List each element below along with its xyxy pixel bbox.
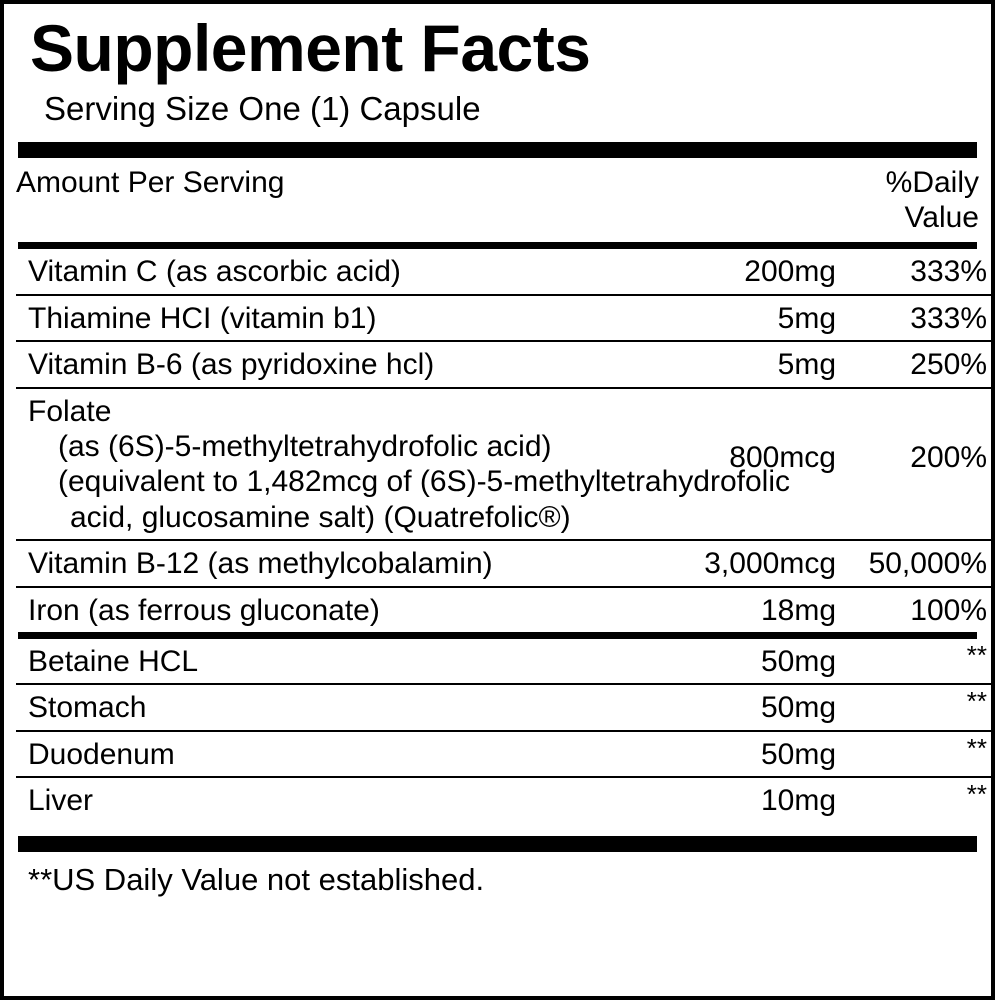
nutrient-amount: 5mg <box>628 341 836 387</box>
page-title: Supplement Facts <box>30 11 591 85</box>
table-row-folate <box>16 388 995 541</box>
table-header-row <box>16 158 979 243</box>
nutrient-name: Thiamine HCI (vitamin b1) <box>16 295 628 341</box>
blend-daily-value: ** <box>836 727 995 773</box>
table-row <box>16 540 995 586</box>
table-row <box>16 341 995 387</box>
blend-amount: 10mg <box>628 777 836 822</box>
blend-name: Liver <box>16 777 628 822</box>
nutrient-table-blend <box>16 639 995 823</box>
nutrient-name: Vitamin C (as ascorbic acid) <box>28 255 401 289</box>
folate-equivalent-line: (equivalent to 1,482mcg of (6S)-5-methyltetrahydrofolic <box>58 465 791 499</box>
table-row <box>16 731 995 777</box>
nutrient-amount: 5mg <box>628 295 836 341</box>
nutrient-daily-value: 333% <box>836 295 995 341</box>
nutrient-name: Iron (as ferrous gluconate) <box>16 587 628 632</box>
nutrient-daily-value: 250% <box>836 341 995 387</box>
nutrient-name: Vitamin B-6 (as pyridoxine hcl) <box>16 341 628 387</box>
blend-amount: 50mg <box>760 644 836 678</box>
nutrient-daily-value: 100% <box>836 587 995 632</box>
table-row <box>16 639 995 684</box>
blend-daily-value: ** <box>836 680 995 726</box>
divider-medium-under-header <box>18 242 977 249</box>
nutrient-name: Vitamin B-12 (as methylcobalamin) <box>16 540 628 586</box>
nutrient-daily-value: 333% <box>910 255 987 289</box>
serving-size-text: Serving Size One (1) Capsule <box>44 90 481 128</box>
table-row <box>16 777 995 822</box>
table-row <box>16 295 995 341</box>
blend-name: Stomach <box>16 684 628 730</box>
nutrient-amount: 200mg <box>744 255 836 289</box>
nutrient-amount: 18mg <box>628 587 836 632</box>
table-row <box>16 249 995 294</box>
blend-daily-value: ** <box>836 773 995 818</box>
blend-name: Duodenum <box>16 731 628 777</box>
blend-amount: 50mg <box>628 731 836 777</box>
divider-thick-top <box>18 142 977 158</box>
folate-daily-value <box>836 388 995 541</box>
nutrient-amount: 3,000mcg <box>628 540 836 586</box>
folate-daily-value-value: 200% <box>910 440 987 474</box>
divider-thick-bottom <box>18 836 977 852</box>
blend-name: Betaine HCL <box>28 644 199 678</box>
header-spacer <box>619 158 828 243</box>
table-row <box>16 587 995 632</box>
blend-amount: 50mg <box>628 684 836 730</box>
nutrient-daily-value: 50,000% <box>836 540 995 586</box>
folate-amount <box>628 388 836 541</box>
header-table <box>16 158 979 243</box>
footnote-text: **US Daily Value not established. <box>28 862 485 898</box>
header-amount-per-serving: Amount Per Serving <box>16 165 285 199</box>
table-row <box>16 684 995 730</box>
folate-amount-value: 800mcg <box>729 440 836 474</box>
divider-medium-mid <box>18 632 977 639</box>
blend-daily-value: ** <box>966 639 987 670</box>
header-daily-value: %Daily Value <box>885 165 979 234</box>
folate-source-line: (as (6S)-5-methyltetrahydrofolic acid) <box>58 429 552 463</box>
nutrient-table-primary <box>16 249 995 632</box>
folate-salt-line: acid, glucosamine salt) (Quatrefolic®) <box>70 500 571 534</box>
folate-name: Folate <box>28 394 112 428</box>
